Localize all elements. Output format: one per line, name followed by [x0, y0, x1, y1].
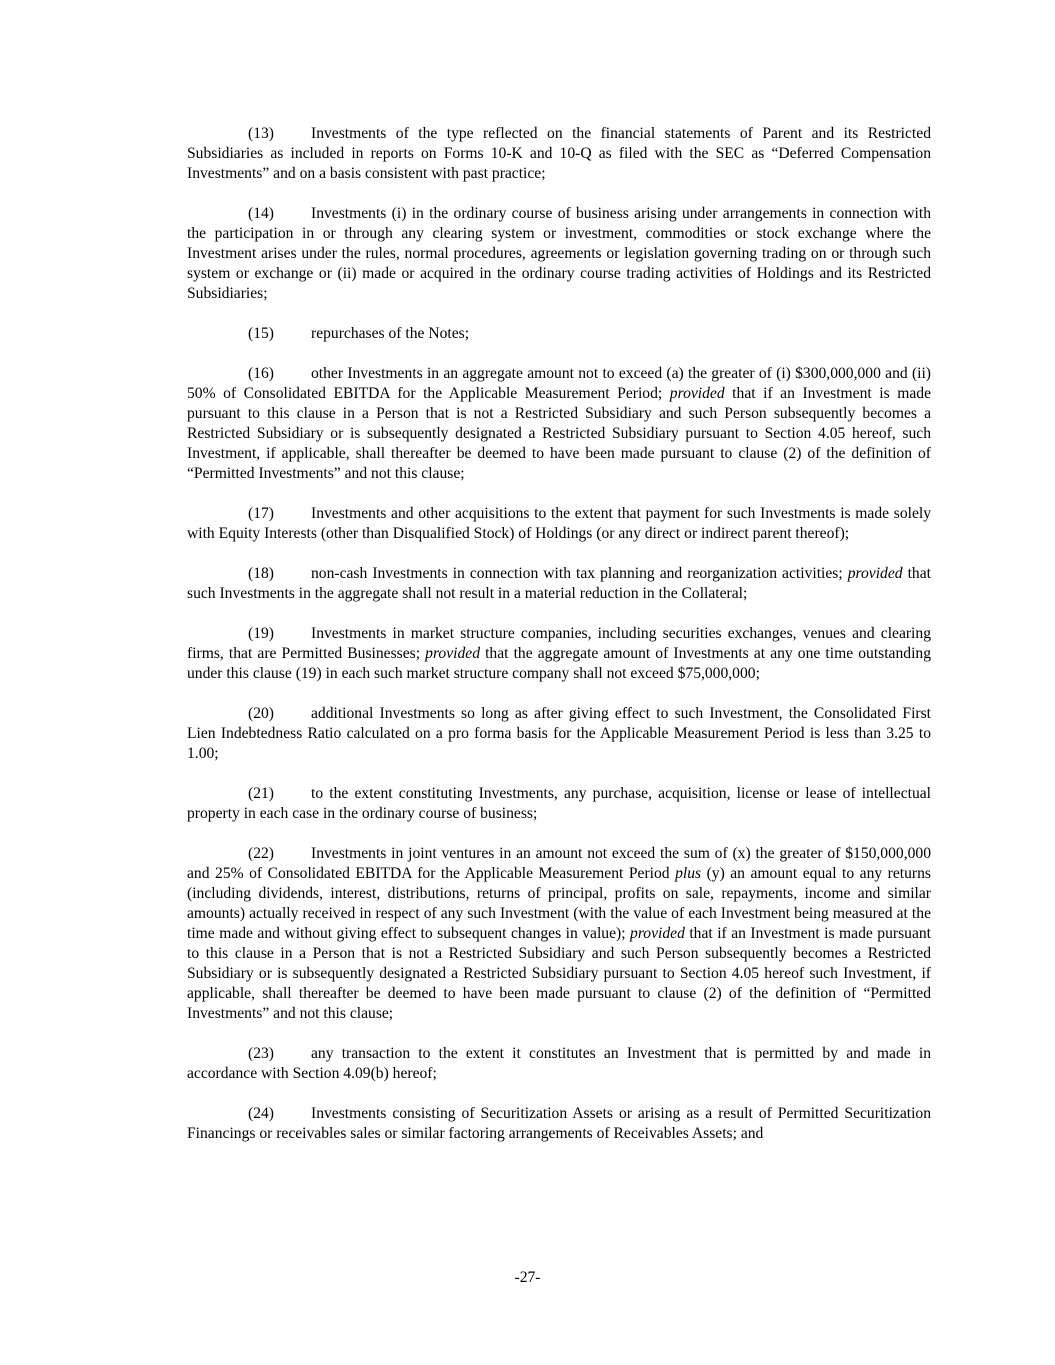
document-body: [187, 124, 931, 1164]
clause-paragraph: [187, 564, 931, 604]
clause-text: any transaction to the extent it constitutes an Investment that is permitted by and made in accordance with Section 4.09(b) hereof;: [187, 1045, 931, 1082]
clause-text: (y) an amount equal to any returns (including dividends, interest, distributions, returns of principal, profits on sale, repayments, income and similar amounts) actually received in respect of any such Investment (with the value of each Investment being measured at the time made and without giving effect to subsequent changes in value);: [187, 865, 931, 942]
page-number: -27-: [514, 1269, 541, 1286]
clause-text: non-cash Investments in connection with tax planning and reorganization activities;: [311, 565, 848, 582]
clause-text: Investments in market structure companies, including securities exchanges, venues and clearing firms, that are Permitted Businesses;: [187, 625, 931, 662]
clause-paragraph: [187, 504, 931, 544]
clause-text: Investments in joint ventures in an amount not exceed the sum of (x) the greater of $150,000,000 and 25% of Consolidated EBITDA for the Applicable Measurement Period: [187, 845, 931, 882]
clause-text: repurchases of the Notes;: [311, 325, 470, 342]
clause-text: that the aggregate amount of Investments at any one time outstanding under this clause (19) in each such market structure company shall not exceed $75,000,000;: [187, 645, 931, 682]
clause-paragraph: [187, 324, 931, 344]
clause-emphasis: provided: [847, 565, 903, 582]
clause-paragraph: [187, 624, 931, 684]
clause-paragraph: [187, 784, 931, 824]
clause-paragraph: [187, 1044, 931, 1084]
clause-emphasis: plus: [675, 865, 702, 882]
clause-text: additional Investments so long as after giving effect to such Investment, the Consolidated First Lien Indebtedness Ratio calculated on a pro forma basis for the Applicable Measurement Period is less than 3.25 to 1.00;: [187, 705, 931, 762]
clause-number: (24): [248, 1105, 274, 1122]
clause-paragraph: [187, 204, 931, 304]
clause-text: that if an Investment is made pursuant to this clause in a Person that is not a Restricted Subsidiary and such Person subsequently becomes a Restricted Subsidiary or is subsequently designated a Restricted Subsidiary pursuant to Section 4.05 hereof such Investment, if applicable, shall thereafter be deemed to have been made pursuant to clause (2) of the definition of “Permitted Investments” and not this clause;: [187, 925, 931, 1022]
clause-paragraph: [187, 364, 931, 484]
clause-paragraph: [187, 844, 931, 1024]
clause-emphasis: provided: [630, 925, 685, 942]
clause-paragraph: [187, 704, 931, 764]
clause-emphasis: provided: [425, 645, 480, 662]
clause-paragraph: [187, 124, 931, 184]
clause-number: (15): [248, 325, 274, 342]
clause-number: (17): [248, 505, 274, 522]
clause-text: that such Investments in the aggregate shall not result in a material reduction in the Collateral;: [187, 565, 931, 602]
clause-text: to the extent constituting Investments, any purchase, acquisition, license or lease of intellectual property in each case in the ordinary course of business;: [187, 785, 931, 822]
clause-text: Investments of the type reflected on the financial statements of Parent and its Restricted Subsidiaries as included in reports on Forms 10-K and 10-Q as filed with the SEC as “Deferred Compensation Investments” and on a basis consistent with past practice;: [187, 125, 931, 182]
clause-text: Investments consisting of Securitization Assets or arising as a result of Permitted Securitization Financings or receivables sales or similar factoring arrangements of Receivables Assets; and: [187, 1105, 931, 1142]
clause-number: (19): [248, 625, 274, 642]
clause-number: (21): [248, 785, 274, 802]
clause-number: (13): [248, 125, 274, 142]
clause-emphasis: provided: [669, 385, 725, 402]
clause-text: Investments and other acquisitions to the extent that payment for such Investments is made solely with Equity Interests (other than Disqualified Stock) of Holdings (or any direct or indirect parent thereof);: [187, 505, 931, 542]
clause-number: (22): [248, 845, 274, 862]
clause-text: Investments (i) in the ordinary course of business arising under arrangements in connection with the participation in or through any clearing system or investment, commodities or stock exchange where the Investment arises under the rules, normal procedures, agreements or legislation governing trading on or through such system or exchange or (ii) made or acquired in the ordinary course trading activities of Holdings and its Restricted Subsidiaries;: [187, 205, 931, 302]
clause-text: that if an Investment is made pursuant to this clause in a Person that is not a Restricted Subsidiary and such Person subsequently becomes a Restricted Subsidiary or is subsequently designated a Restricted Subsidiary pursuant to Section 4.05 hereof, such Investment, if applicable, shall thereafter be deemed to have been made pursuant to clause (2) of the definition of “Permitted Investments” and not this clause;: [187, 385, 931, 482]
clause-paragraph: [187, 1104, 931, 1144]
clause-number: (23): [248, 1045, 274, 1062]
clause-number: (14): [248, 205, 274, 222]
clause-text: other Investments in an aggregate amount not to exceed (a) the greater of (i) $300,000,000 and (ii) 50% of Consolidated EBITDA for the Applicable Measurement Period;: [187, 365, 931, 402]
clause-number: (20): [248, 705, 274, 722]
clause-number: (18): [248, 565, 274, 582]
clause-number: (16): [248, 365, 274, 382]
